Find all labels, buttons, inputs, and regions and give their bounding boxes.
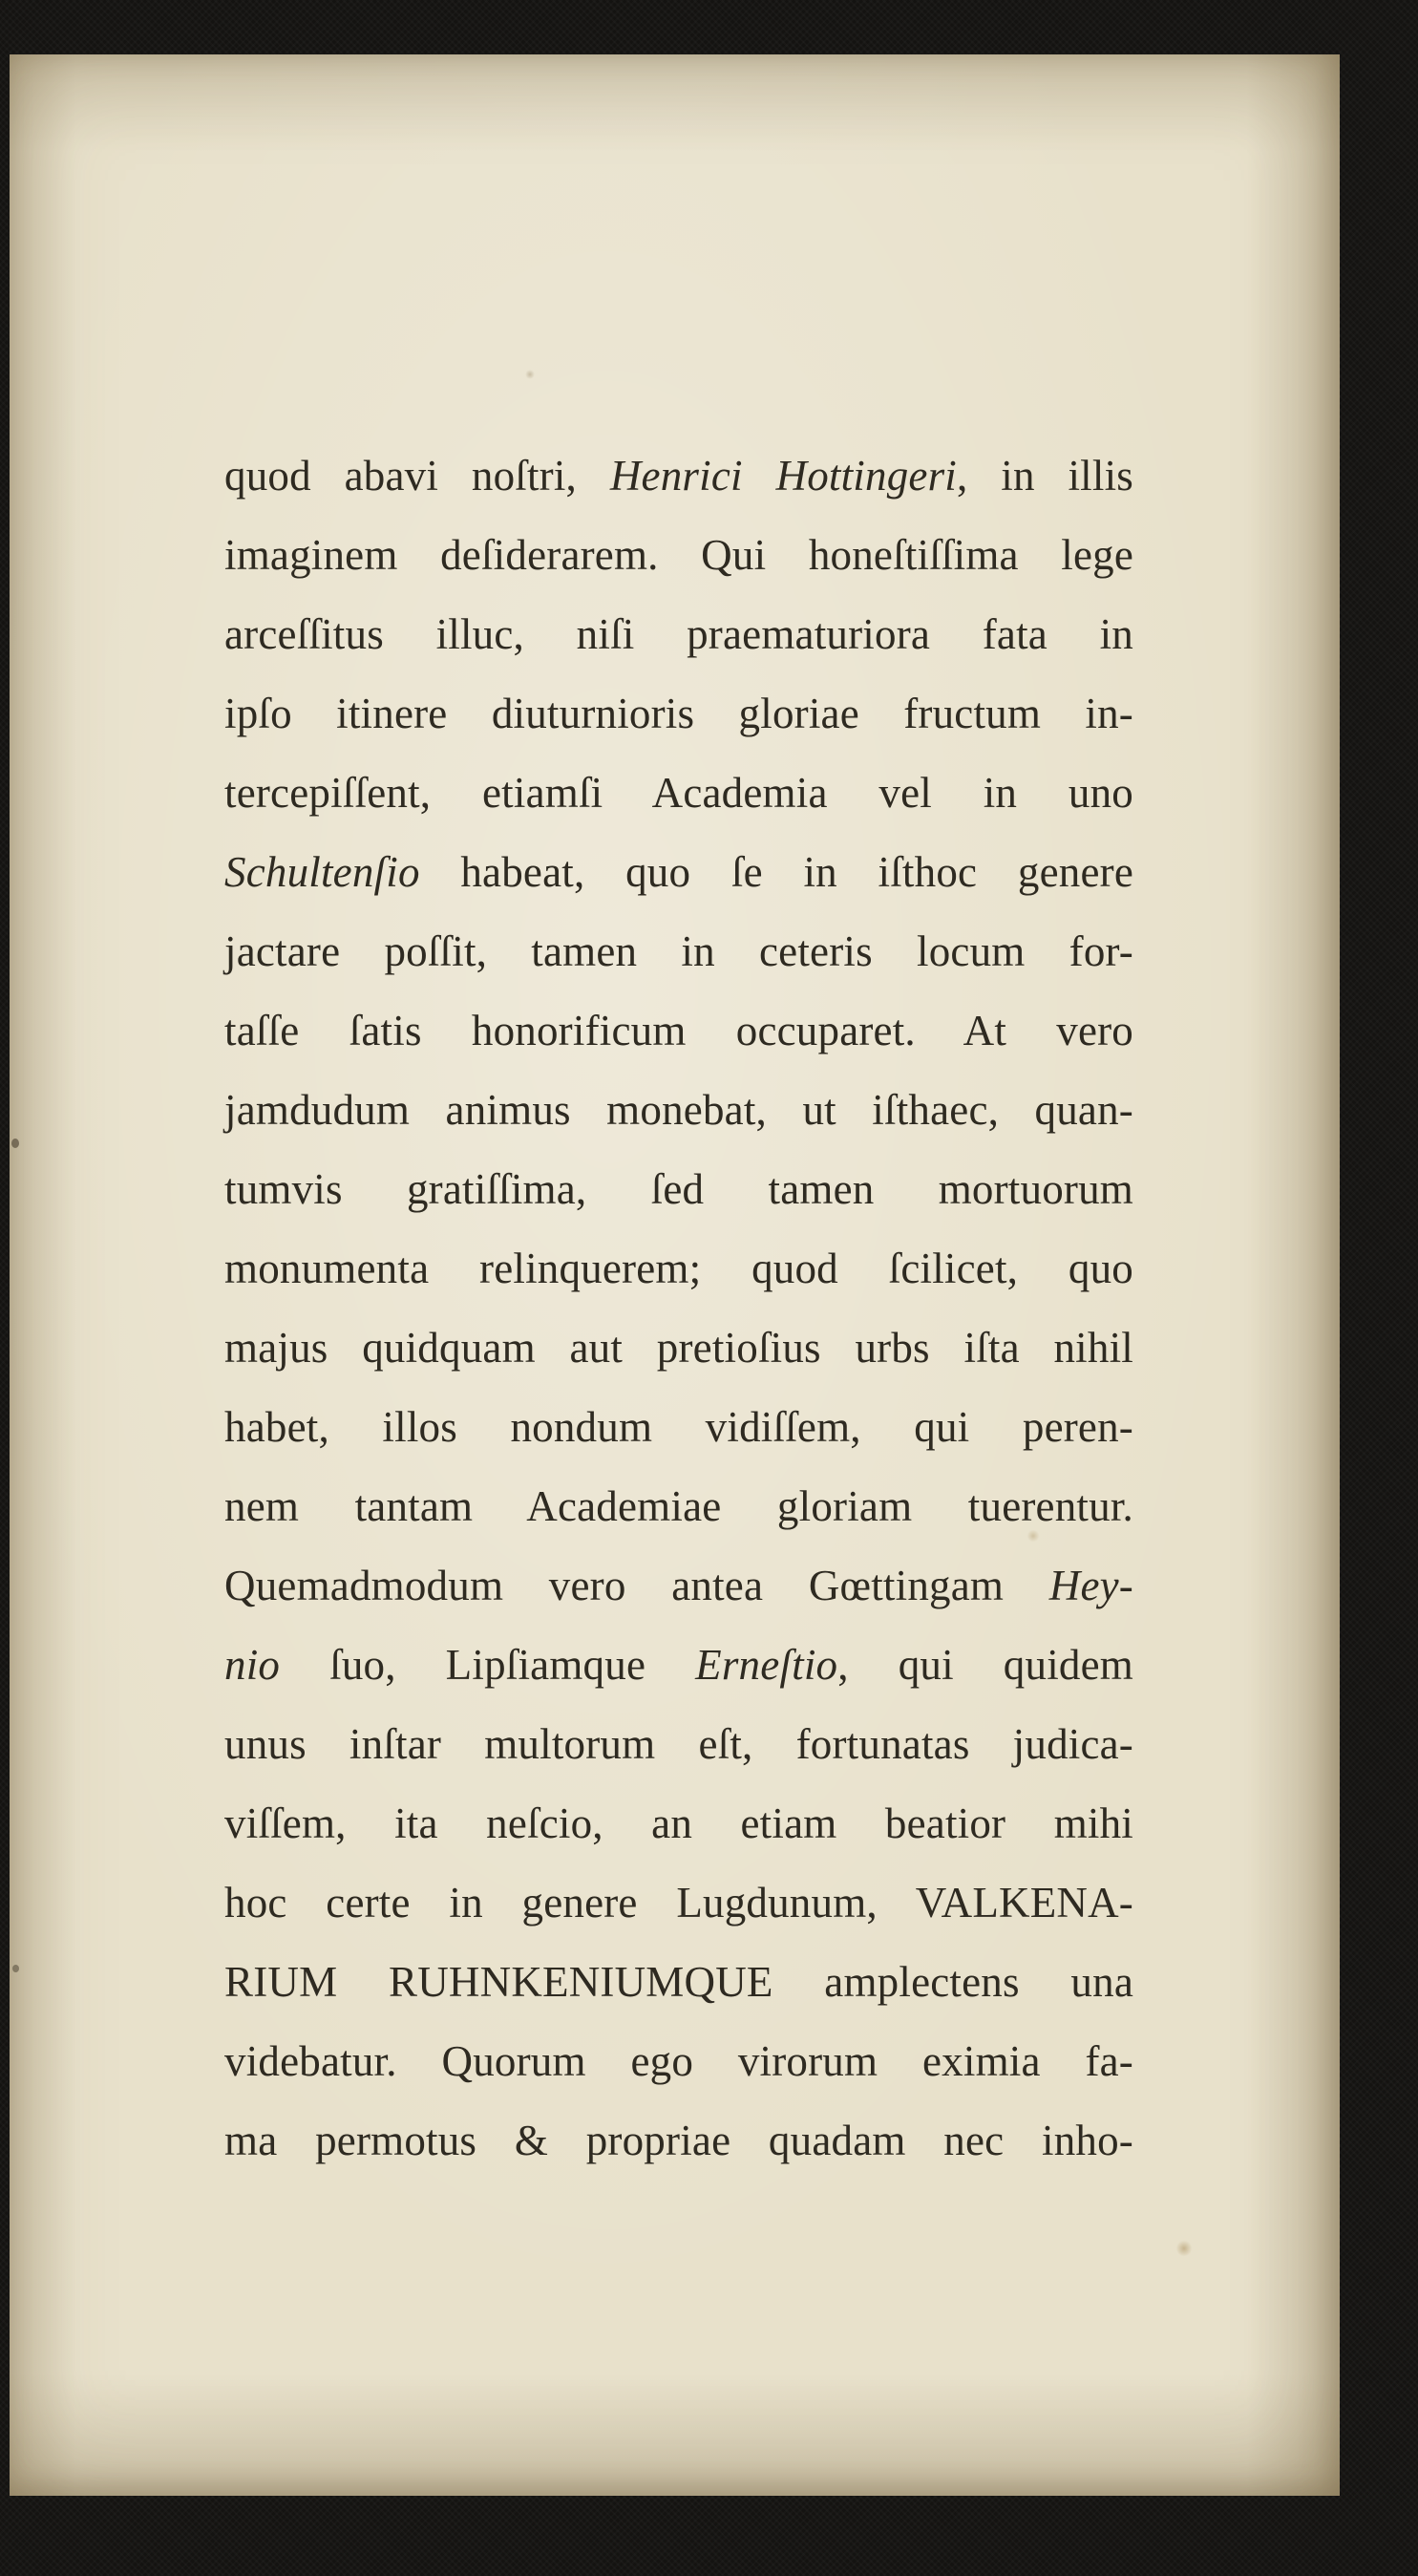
body-text: quod abavi noſtri,: [224, 452, 610, 500]
body-text: , qui quidem: [837, 1641, 1133, 1689]
text-line: [224, 1705, 1133, 1784]
body-text: unus inſtar multorum eſt, fortunatas judica-: [224, 1720, 1133, 1768]
body-text: videbatur. Quorum ego virorum eximia fa-: [224, 2037, 1133, 2085]
text-line: [224, 1467, 1133, 1546]
body-text: monumenta relinquerem; quod ſcilicet, quo: [224, 1245, 1133, 1292]
body-text: nem tantam Academiae gloriam tuerentur.: [224, 1482, 1133, 1530]
text-line: [224, 436, 1133, 516]
text-line: [224, 1150, 1133, 1229]
body-text: jactare poſſit, tamen in ceteris locum for-: [224, 927, 1133, 975]
text-line: [224, 912, 1133, 991]
paper-speck: [11, 1139, 19, 1148]
body-text: viſſem, ita neſcio, an etiam beatior mihi: [224, 1799, 1133, 1847]
paper-speck: [525, 370, 535, 379]
body-text: RIUM RUHNKENIUMQUE amplectens una: [224, 1958, 1133, 2006]
book-page: [10, 54, 1340, 2496]
text-line: [224, 595, 1133, 674]
body-text: ma permotus & propriae quadam nec inho-: [224, 2117, 1133, 2164]
text-line: [224, 2101, 1133, 2181]
body-text: majus quidquam aut pretioſius urbs iſta nihil: [224, 1324, 1133, 1372]
italic-text: Hey-: [1048, 1562, 1133, 1609]
text-line: [224, 516, 1133, 595]
body-text: arceſſitus illuc, niſi praematuriora fata in: [224, 610, 1133, 658]
text-line: [224, 1388, 1133, 1467]
text-line: [224, 1071, 1133, 1150]
body-text: habeat, quo ſe in iſthoc genere: [419, 848, 1133, 896]
paper-speck: [1176, 2240, 1192, 2257]
italic-text: nio: [224, 1641, 281, 1689]
text-line: [224, 674, 1133, 754]
italic-text: Henrici Hottingeri: [609, 452, 957, 500]
text-line: [224, 1229, 1133, 1309]
text-line: [224, 1626, 1133, 1705]
text-line: [224, 754, 1133, 833]
italic-text: Schultenſio: [224, 848, 420, 896]
body-text: , in illis: [957, 452, 1133, 500]
body-text: tercepiſſent, etiamſi Academia vel in uno: [224, 769, 1133, 817]
italic-text: Erneſtio: [695, 1641, 838, 1689]
text-line: [224, 991, 1133, 1071]
body-text: imaginem deſiderarem. Qui honeſtiſſima lege: [224, 531, 1133, 579]
text-line: [224, 1309, 1133, 1388]
body-text: Quemadmodum vero antea Gœttingam: [224, 1562, 1049, 1609]
body-text: ipſo itinere diuturnioris gloriae fructum in-: [224, 690, 1133, 737]
page-text: [224, 436, 1133, 2181]
text-line: [224, 1943, 1133, 2022]
text-line: [224, 1784, 1133, 1863]
body-text: habet, illos nondum vidiſſem, qui peren-: [224, 1403, 1133, 1451]
text-line: [224, 1546, 1133, 1626]
body-text: jamdudum animus monebat, ut iſthaec, quan-: [224, 1086, 1133, 1134]
body-text: taſſe ſatis honorificum occuparet. At vero: [224, 1007, 1133, 1054]
paper-speck: [12, 1965, 19, 1972]
text-line: [224, 2022, 1133, 2101]
text-line: [224, 833, 1133, 912]
body-text: hoc certe in genere Lugdunum, VALKENA-: [224, 1879, 1133, 1927]
body-text: tumvis gratiſſima, ſed tamen mortuorum: [224, 1165, 1133, 1213]
body-text: ſuo, Lipſiamque: [280, 1641, 696, 1689]
text-line: [224, 1863, 1133, 1943]
